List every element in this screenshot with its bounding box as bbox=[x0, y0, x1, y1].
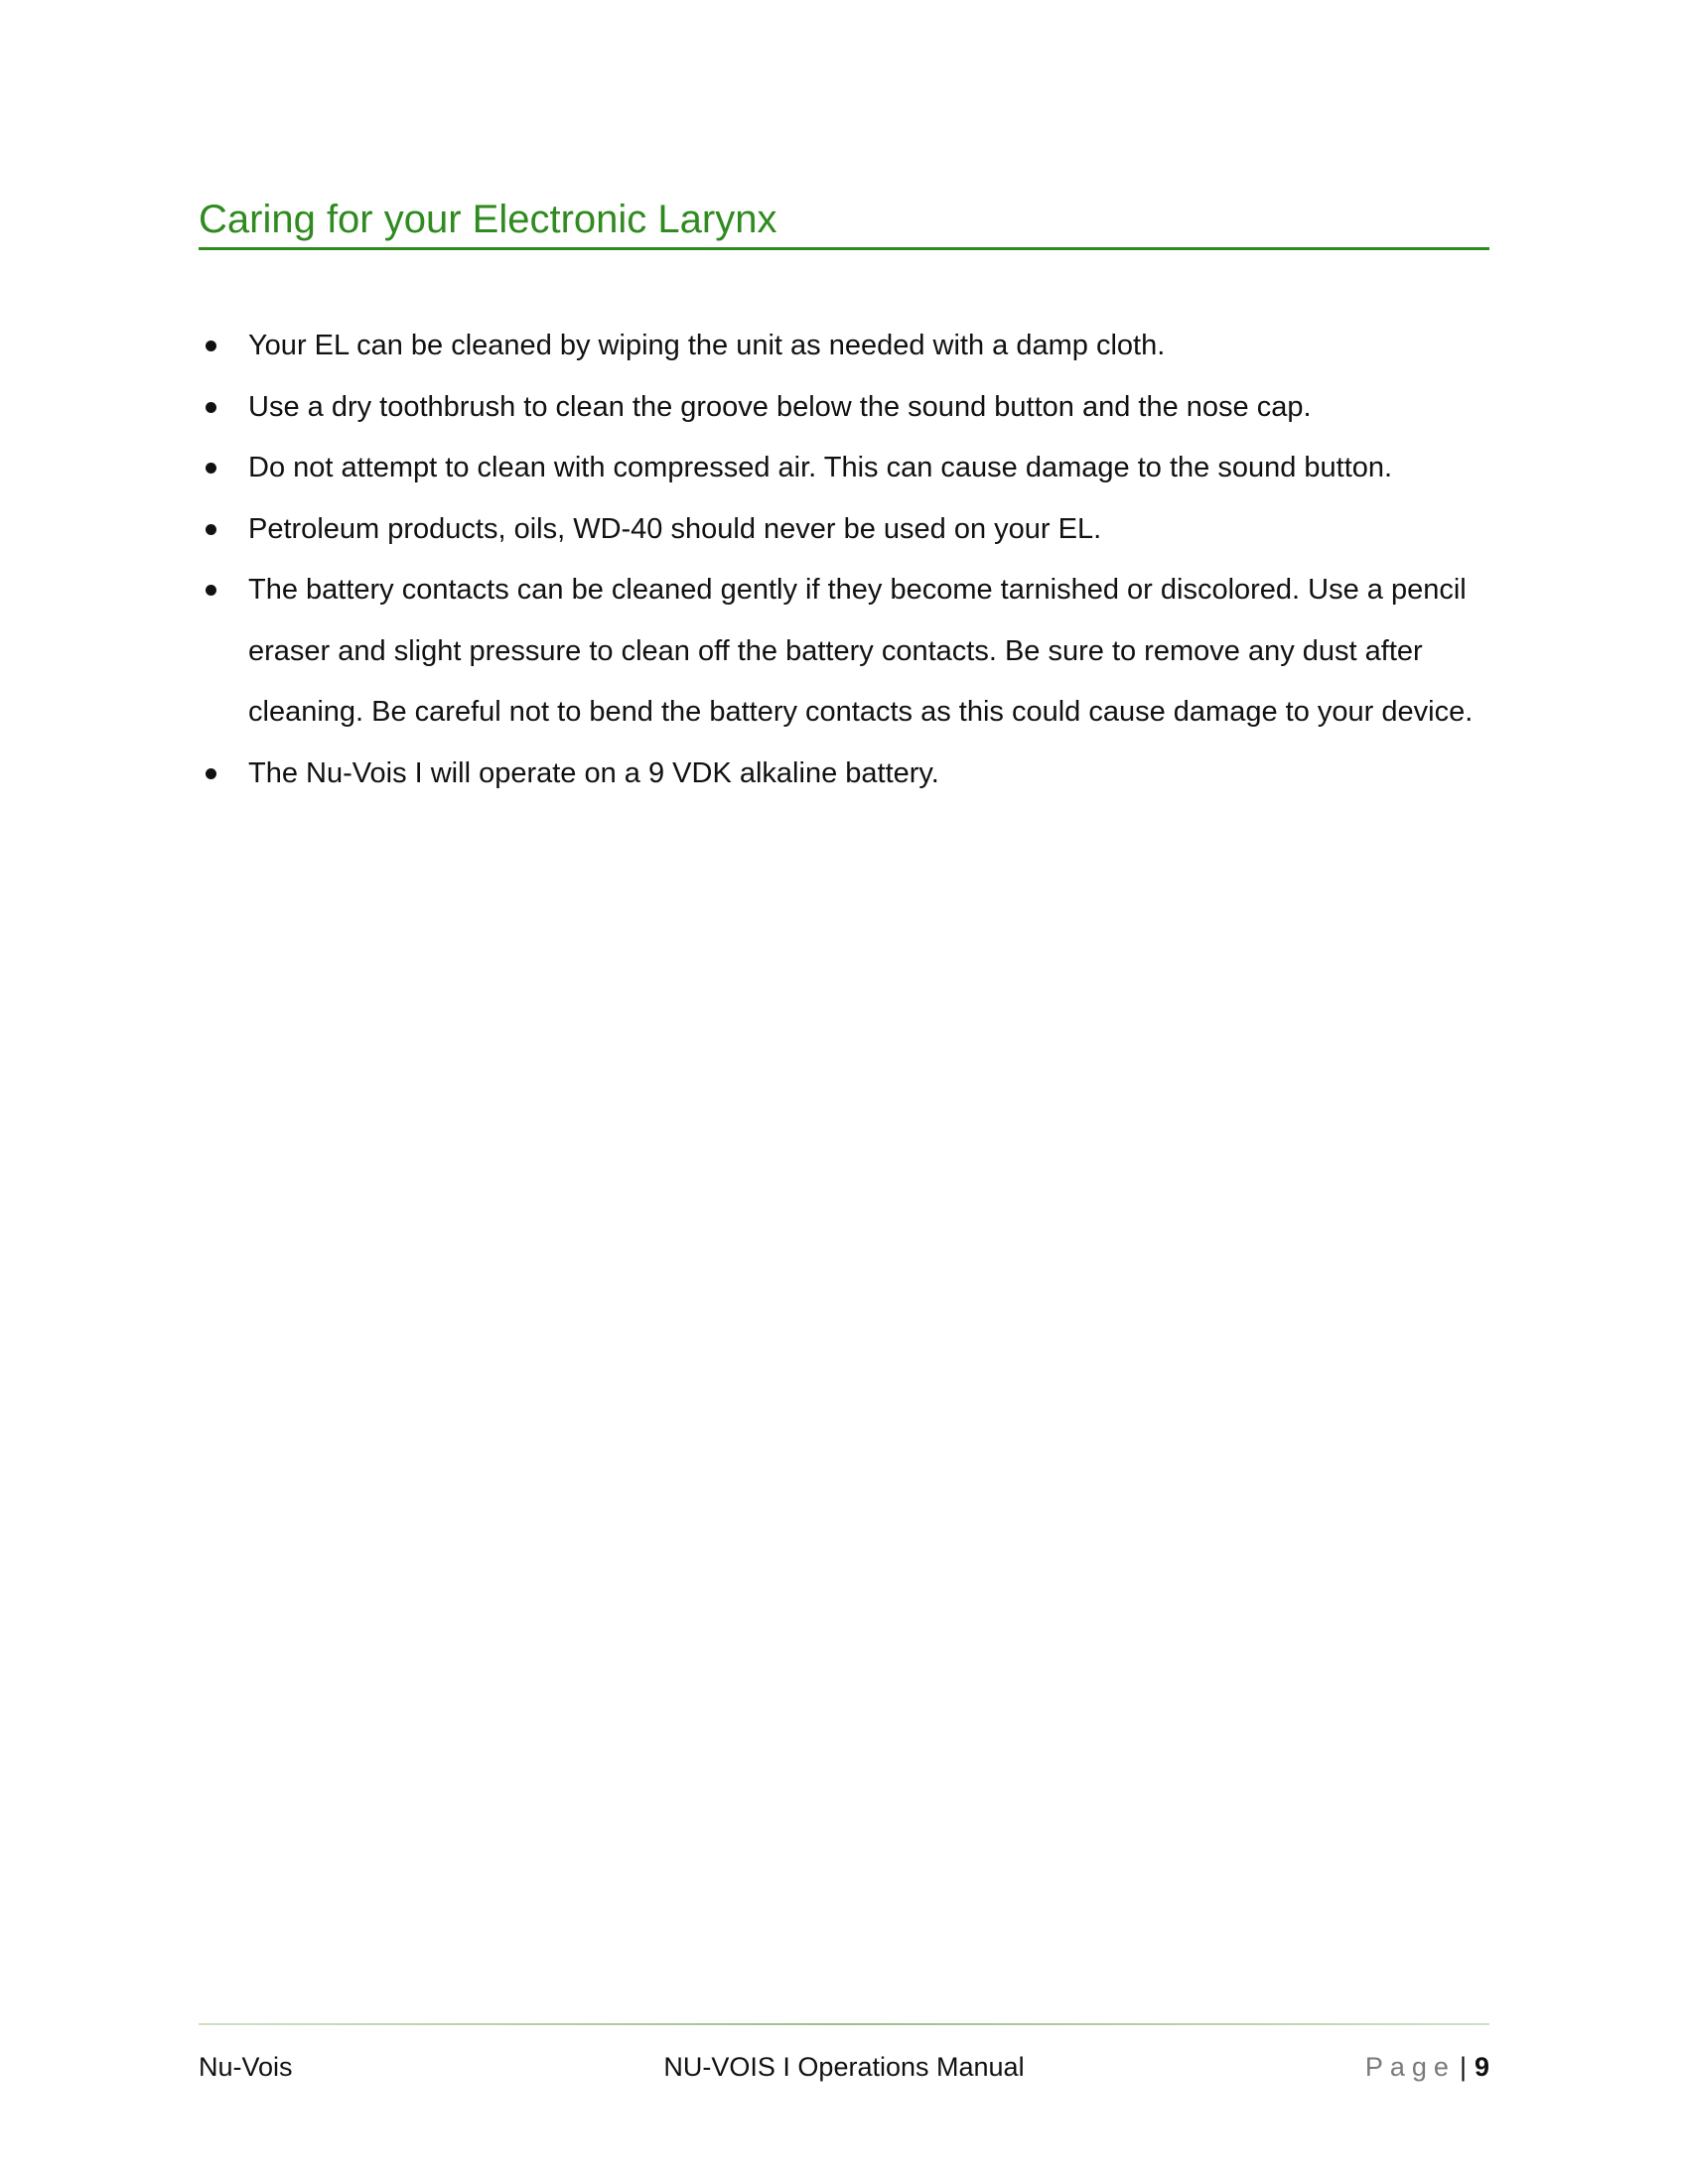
list-item bbox=[199, 377, 1489, 439]
list-item bbox=[199, 744, 1489, 805]
list-item-text: The Nu-Vois I will operate on a 9 VDK alkaline battery. bbox=[248, 756, 939, 789]
list-item-text: Use a dry toothbrush to clean the groove below the sound button and the nose cap. bbox=[248, 390, 1312, 423]
footer-divider bbox=[199, 2023, 1489, 2025]
list-item-text: The battery contacts can be cleaned gently if they become tarnished or discolored. Use a pencil eraser and slight pressure to clean off the battery contacts. Be sure to remove any dust after cleaning. Be careful not to bend the battery contacts as this could cause damage to your device. bbox=[248, 574, 1474, 728]
list-item bbox=[199, 499, 1489, 561]
footer-brand: Nu-Vois bbox=[199, 2052, 293, 2082]
list-item bbox=[199, 438, 1489, 499]
bullet-icon bbox=[199, 316, 222, 377]
bullet-icon bbox=[199, 744, 222, 805]
bullet-icon bbox=[199, 560, 222, 621]
list-item-text: Do not attempt to clean with compressed air. This can cause damage to the sound button. bbox=[248, 452, 1393, 483]
page-label: Page bbox=[1364, 2052, 1456, 2082]
page-number: 9 bbox=[1474, 2052, 1489, 2082]
bullet-icon bbox=[199, 377, 222, 439]
section-heading bbox=[199, 195, 1489, 250]
list-item bbox=[199, 560, 1489, 744]
page-footer bbox=[199, 2045, 1489, 2089]
bullet-icon bbox=[199, 438, 222, 499]
page-separator: | bbox=[1459, 2052, 1467, 2082]
list-item-text: Petroleum products, oils, WD-40 should never be used on your EL. bbox=[248, 512, 1102, 545]
care-instructions-list bbox=[199, 316, 1489, 804]
section-title: Caring for your Electronic Larynx bbox=[199, 198, 777, 241]
list-item bbox=[199, 316, 1489, 377]
bullet-icon bbox=[199, 499, 222, 561]
footer-page-indicator bbox=[1365, 2045, 1489, 2089]
list-item-text: Your EL can be cleaned by wiping the unit as needed with a damp cloth. bbox=[248, 330, 1166, 361]
footer-document-title: NU-VOIS I Operations Manual bbox=[663, 2052, 1025, 2082]
